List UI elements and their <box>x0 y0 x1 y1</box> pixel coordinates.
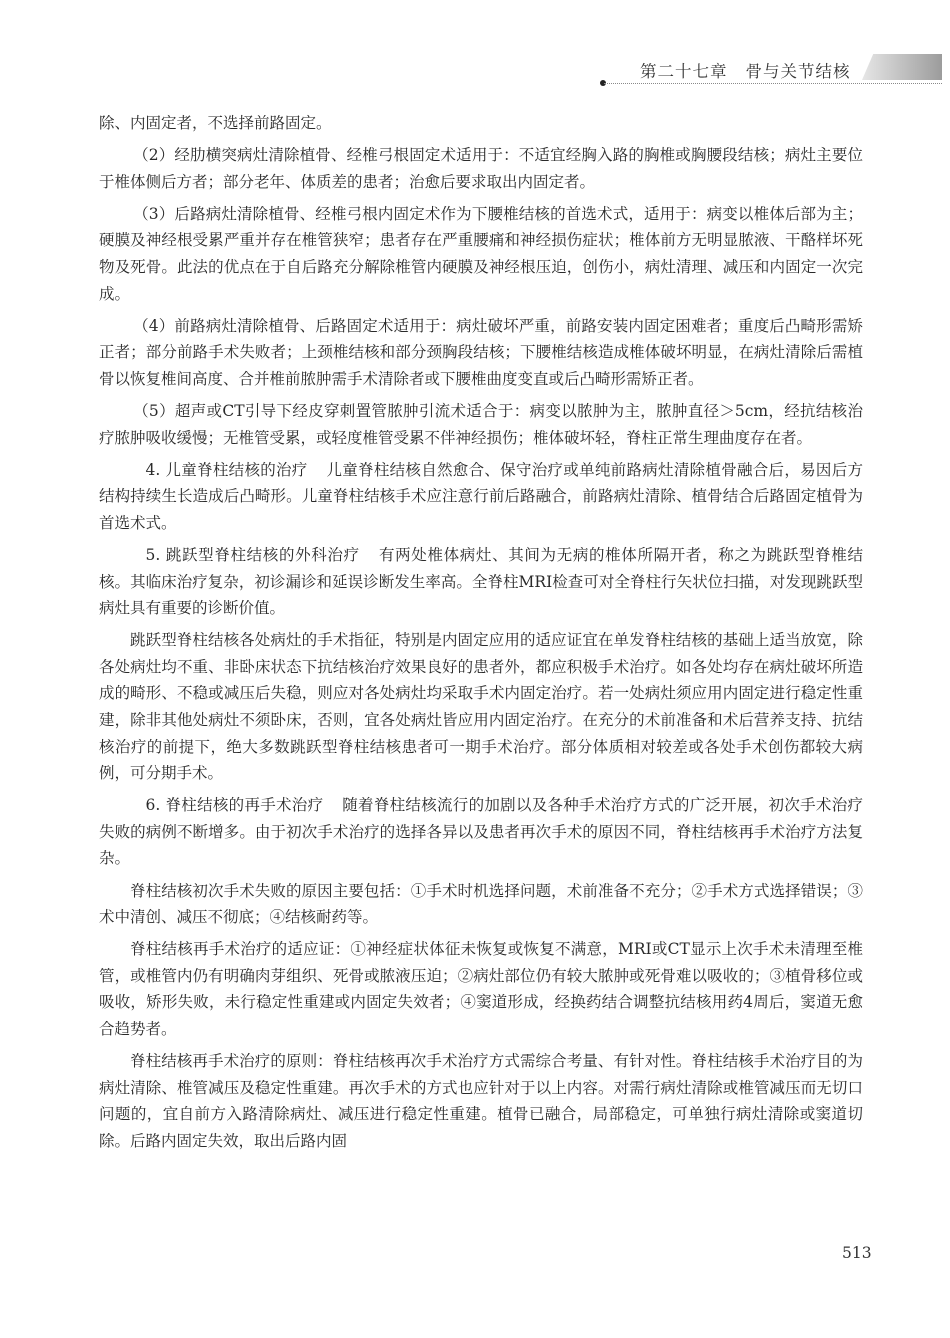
section-paragraph <box>99 792 863 872</box>
section-heading: 5. 跳跃型脊柱结核的外科治疗 <box>145 545 360 564</box>
header-decor-band <box>862 54 942 80</box>
chapter-label: 第二十七章 <box>640 62 728 81</box>
paragraph: 跳跃型脊柱结核各处病灶的手术指征，特别是内固定应用的适应证宜在单发脊柱结核的基础上适当放宽，除各处病灶均不重、非卧床状态下抗结核治疗效果良好的患者外，都应积极手术治疗。如各处均存在病灶破坏所造成的畸形、不稳或减压后失稳，则应对各处病灶均采取手术内固定治疗。若一处病灶须应用内固定进行稳定性重建，除非其他处病灶不须卧床，否则，宜各处病灶皆应用内固定治疗。在充分的术前准备和术后营养支持、抗结核治疗的前提下，绝大多数跳跃型脊柱结核患者可一期手术治疗。部分体质相对较差或各处手术创伤都较大病例，可分期手术。 <box>99 631 863 783</box>
section-heading: 6. 脊柱结核的再手术治疗 <box>145 796 324 815</box>
paragraph: （2）经肋横突病灶清除植骨、经椎弓根固定术适用于：不适宜经胸入路的胸椎或胸腰段结核；病灶主要位于椎体侧后方者；部分老年、体质差的患者；治愈后要求取出内固定者。 <box>99 146 863 191</box>
paragraph: （5）超声或CT引导下经皮穿刺置管脓肿引流术适合于：病变以脓肿为主，脓肿直径＞5cm，经抗结核治疗脓肿吸收缓慢；无椎管受累，或轻度椎管受累不伴神经损伤；椎体破坏轻，脊柱正常生理曲度存在者。 <box>99 401 863 447</box>
section-text: 随着脊柱结核流行的加剧以及各种手术治疗方式的广泛开展，初次手术治疗失败的病例不断增多。由于初次手术治疗的选择各异以及患者再次手术的原因不同，脊柱结核再手术治疗方法复杂。 <box>99 796 863 868</box>
page-body <box>99 110 863 1160</box>
running-header-title <box>640 58 851 82</box>
section-label: 骨与关节结核 <box>745 62 851 81</box>
paragraph: 脊柱结核再手术治疗的适应证：①神经症状体征未恢复或恢复不满意，MRI或CT显示上次手术未清理至椎管，或椎管内仍有明确肉芽组织、死骨或脓液压迫；②病灶部位仍有较大脓肿或死骨难以吸收的；③植骨移位或吸收，矫形失败，未行稳定性重建或内固定失效者；④窦道形成，经换药结合调整抗结核用药4周后，窦道无愈合趋势者。 <box>99 940 863 1038</box>
section-paragraph <box>99 457 863 537</box>
paragraph: （4）前路病灶清除植骨、后路固定术适用于：病灶破坏严重，前路安装内固定困难者；重度后凸畸形需矫正者；部分前路手术失败者；上颈椎结核和部分颈胸段结核；下腰椎结核造成椎体破坏明显，在病灶清除后需植骨以恢复椎间高度、合并椎前脓肿需手术清除者或下腰椎曲度变直或后凸畸形需矫正者。 <box>99 316 863 388</box>
paragraph: 除、内固定者，不选择前路固定。 <box>99 114 332 132</box>
running-header <box>0 48 950 92</box>
paragraph: 脊柱结核再手术治疗的原则：脊柱结核再次手术治疗方式需综合考量、有针对性。脊柱结核手术治疗目的为病灶清除、椎管减压及稳定性重建。再次手术的方式也应针对于以上内容。对需行病灶清除或椎管减压而无切口问题的，宜自前方入路清除病灶、减压进行稳定性重建。植骨已融合，局部稳定，可单独行病灶清除或窦道切除。后路内固定失效，取出后路内固 <box>99 1052 863 1150</box>
section-text: 有两处椎体病灶、其间为无病的椎体所隔开者，称之为跳跃型脊椎结核。其临床治疗复杂，初诊漏诊和延误诊断发生率高。全脊柱MRI检查可对全脊柱行矢状位扫描，对发现跳跃型病灶具有重要的诊断价值。 <box>99 545 863 618</box>
header-dotted-rule <box>604 83 942 84</box>
page-number: 513 <box>842 1244 872 1262</box>
section-text: 儿童脊柱结核自然愈合、保守治疗或单纯前路病灶清除植骨融合后，易因后方结构持续生长造成后凸畸形。儿童脊柱结核手术应注意行前后路融合，前路病灶清除、植骨结合后路固定植骨为首选术式。 <box>99 460 863 532</box>
section-paragraph <box>99 542 863 622</box>
paragraph: （3）后路病灶清除植骨、经椎弓根内固定术作为下腰椎结核的首选术式，适用于：病变以椎体后部为主；硬膜及神经根受累严重并存在椎管狭窄；患者存在严重腰痛和神经损伤症状；椎体前方无明显脓液、干酪样坏死物及死骨。此法的优点在于自后路充分解除椎管内硬膜及神经根压迫，创伤小，病灶清理、减压和内固定一次完成。 <box>99 204 863 303</box>
section-heading: 4. 儿童脊柱结核的治疗 <box>145 460 308 479</box>
paragraph: 脊柱结核初次手术失败的原因主要包括：①手术时机选择问题，术前准备不充分；②手术方式选择错误；③术中清创、减压不彻底；④结核耐药等。 <box>99 881 863 927</box>
